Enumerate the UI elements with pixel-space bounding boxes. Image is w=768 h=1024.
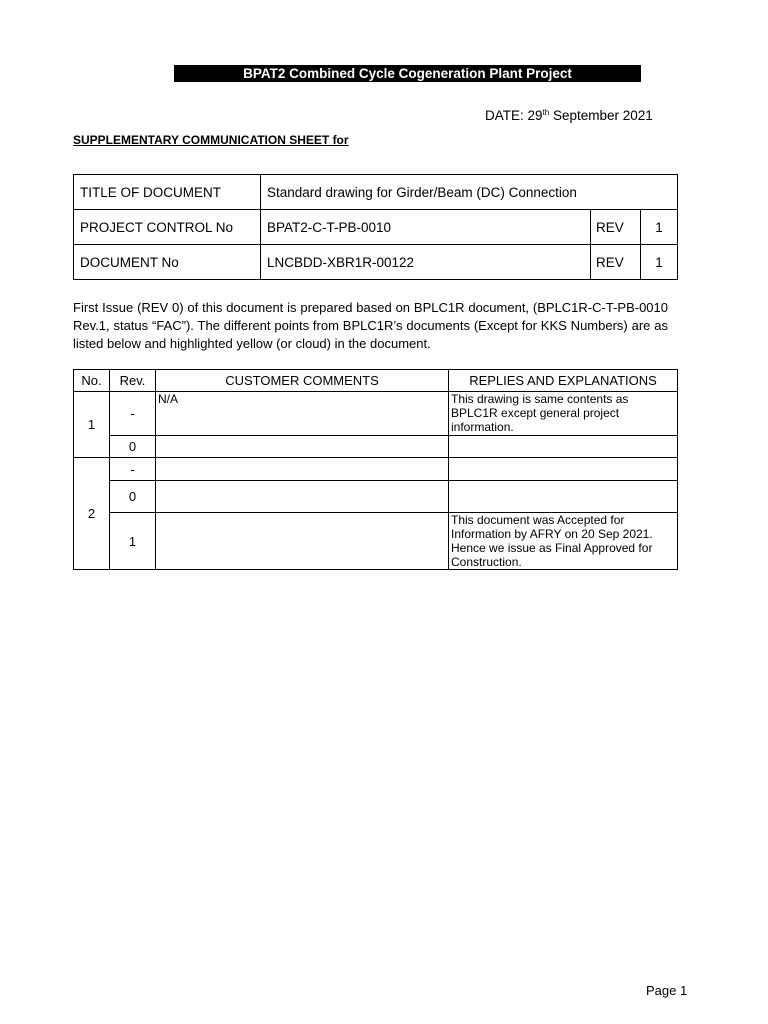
project-control-rev-label: REV bbox=[591, 210, 641, 245]
table-row bbox=[74, 436, 678, 458]
comment-cell: N/A bbox=[156, 392, 449, 436]
table-row bbox=[74, 481, 678, 513]
header-replies: REPLIES AND EXPLANATIONS bbox=[449, 370, 678, 392]
document-number-label: DOCUMENT No bbox=[74, 245, 261, 280]
project-control-label: PROJECT CONTROL No bbox=[74, 210, 261, 245]
comments-header-row bbox=[74, 370, 678, 392]
header-no: No. bbox=[74, 370, 110, 392]
title-row bbox=[74, 175, 678, 210]
document-date bbox=[485, 108, 653, 123]
document-number-value: LNCBDD-XBR1R-00122 bbox=[261, 245, 591, 280]
intro-paragraph: First Issue (REV 0) of this document is prepared based on BPLC1R document, (BPLC1R-C-T-PB-0010 Rev.1, status “FAC”). The different points from BPLC1R’s documents (Except for KKS Numbers) are as listed below and highlighted yellow (or cloud) in the document. bbox=[73, 300, 668, 351]
header-rev: Rev. bbox=[110, 370, 156, 392]
date-prefix: DATE: 29 bbox=[485, 108, 543, 123]
comment-cell bbox=[156, 481, 449, 513]
page-number: Page 1 bbox=[646, 983, 688, 998]
rev-cell: 0 bbox=[110, 481, 156, 513]
rev-cell: - bbox=[110, 458, 156, 481]
date-ordinal: th bbox=[542, 108, 550, 117]
rev-cell: - bbox=[110, 392, 156, 436]
document-info-table bbox=[73, 174, 678, 280]
project-control-value: BPAT2-C-T-PB-0010 bbox=[261, 210, 591, 245]
table-row bbox=[74, 392, 678, 436]
document-number-rev-label: REV bbox=[591, 245, 641, 280]
item-number: 1 bbox=[74, 392, 110, 458]
title-value: Standard drawing for Girder/Beam (DC) Connection bbox=[261, 175, 678, 210]
project-control-row bbox=[74, 210, 678, 245]
item-number: 2 bbox=[74, 458, 110, 570]
project-title: BPAT2 Combined Cycle Cogeneration Plant Project bbox=[174, 65, 641, 82]
title-label: TITLE OF DOCUMENT bbox=[74, 175, 261, 210]
rev-cell: 1 bbox=[110, 513, 156, 570]
comment-cell bbox=[156, 436, 449, 458]
comments-table bbox=[73, 369, 678, 570]
date-suffix: September 2021 bbox=[549, 108, 653, 123]
reply-cell bbox=[449, 436, 678, 458]
reply-cell: This drawing is same contents as BPLC1R except general project information. bbox=[449, 392, 678, 436]
document-number-rev-value: 1 bbox=[641, 245, 678, 280]
reply-cell bbox=[449, 458, 678, 481]
comment-cell bbox=[156, 458, 449, 481]
sheet-subheading: SUPPLEMENTARY COMMUNICATION SHEET for bbox=[73, 133, 349, 147]
reply-cell bbox=[449, 481, 678, 513]
comment-cell bbox=[156, 513, 449, 570]
table-row bbox=[74, 458, 678, 481]
rev-cell: 0 bbox=[110, 436, 156, 458]
project-control-rev-value: 1 bbox=[641, 210, 678, 245]
reply-cell: This document was Accepted for Information by AFRY on 20 Sep 2021. Hence we issue as Final Approved for Construction. bbox=[449, 513, 678, 570]
table-row bbox=[74, 513, 678, 570]
header-customer-comments: CUSTOMER COMMENTS bbox=[156, 370, 449, 392]
document-number-row bbox=[74, 245, 678, 280]
